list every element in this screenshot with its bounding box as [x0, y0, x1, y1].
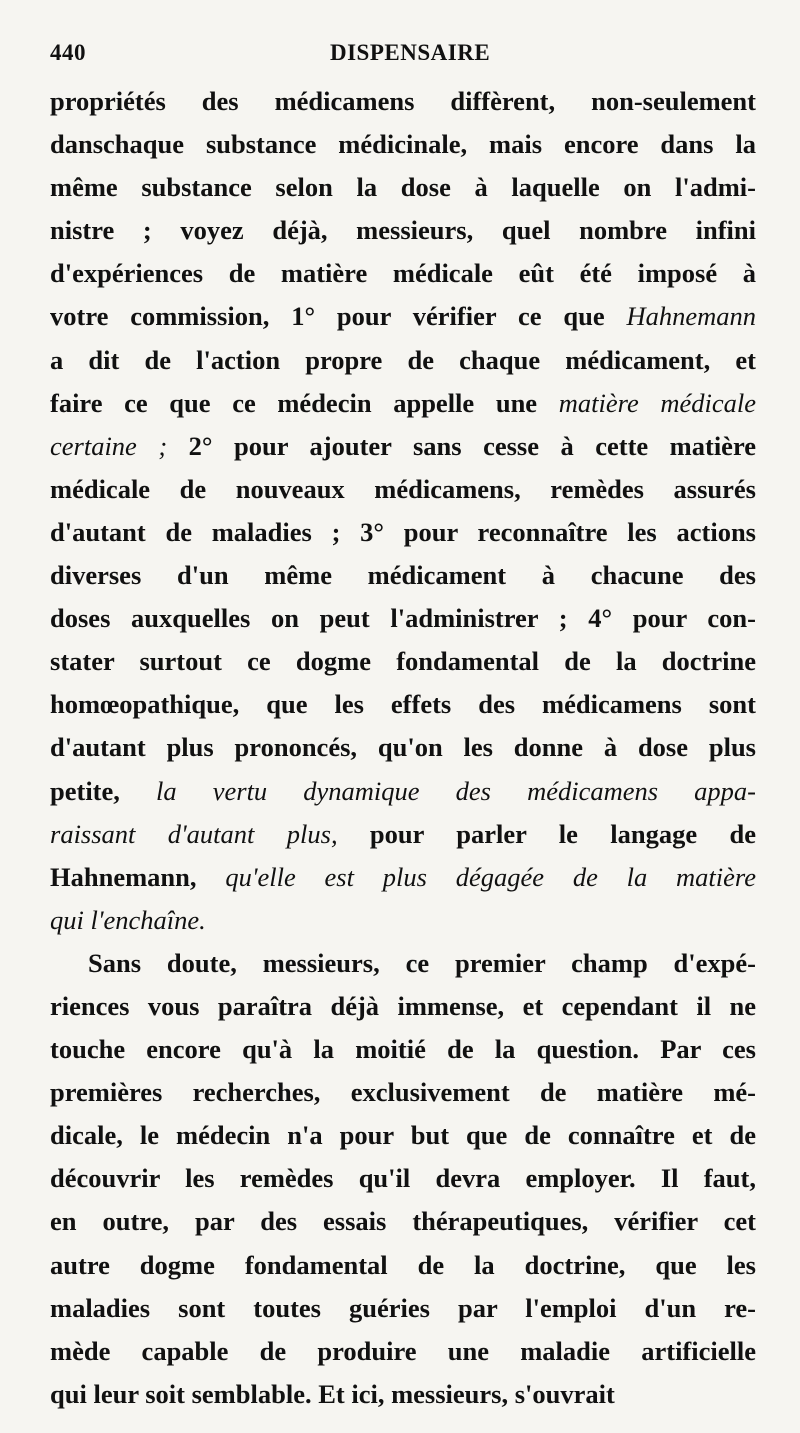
text-run: nistre ; voyez déjà, messieurs, quel nombre infini — [50, 215, 756, 246]
italic-text: matière médicale — [558, 387, 756, 418]
text-line — [50, 382, 756, 425]
text-run: propriétés des médicamens diffèrent, non-seulement — [50, 86, 756, 116]
text-line — [50, 813, 756, 856]
text-line — [50, 1114, 756, 1157]
text-run: même substance selon la dose à laquelle on l'admi- — [50, 172, 756, 203]
text-run: petite, — [50, 775, 157, 806]
text-run: pour parler le langage de — [337, 818, 757, 849]
text-run: faire ce que ce médecin appelle une — [50, 387, 559, 418]
running-head — [50, 40, 750, 76]
text-line — [50, 339, 756, 382]
text-line — [50, 166, 756, 209]
text-run: homœopathique, que les effets des médicamens sont — [50, 689, 756, 720]
text-run: mède capable de produire une maladie artificielle — [50, 1335, 756, 1366]
text-line — [50, 1200, 756, 1243]
text-run: 2° pour ajouter sans cesse à cette matière — [167, 430, 756, 461]
text-run: autre dogme fondamental de la doctrine, que les — [50, 1249, 756, 1280]
text-line — [50, 1287, 756, 1330]
text-run: touche encore qu'à la moitié de la question. Par ces — [50, 1034, 756, 1065]
italic-text: la vertu dynamique des médicamens appa- — [156, 775, 756, 806]
text-line — [50, 468, 756, 511]
body-text — [50, 80, 756, 1416]
text-line — [50, 295, 756, 338]
text-line — [50, 985, 756, 1028]
text-run: premières recherches, exclusivement de matière mé- — [50, 1077, 756, 1108]
text-line — [50, 80, 756, 123]
text-line — [50, 856, 756, 899]
text-run: qui leur soit semblable. Et ici, messieurs, s'ouvrait — [50, 1378, 615, 1409]
text-run: diverses d'un même médicament à chacune des — [50, 560, 756, 591]
text-run: découvrir les remèdes qu'il devra employer. Il faut, — [50, 1163, 756, 1194]
text-line — [50, 123, 756, 166]
text-line — [50, 726, 756, 769]
italic-text: certaine ; — [50, 430, 168, 461]
text-line — [50, 1071, 756, 1114]
text-line — [50, 597, 756, 640]
text-line — [50, 511, 756, 554]
text-run: d'expériences de matière médicale eût été imposé à — [50, 258, 756, 289]
text-line — [50, 683, 756, 726]
text-run: danschaque substance médicinale, mais encore dans la — [50, 129, 756, 160]
text-line — [50, 1028, 756, 1071]
italic-text: Hahnemann — [626, 301, 756, 332]
page-number: 440 — [50, 40, 86, 65]
text-run: votre commission, 1° pour vérifier ce que — [50, 301, 627, 332]
text-line — [50, 1373, 756, 1416]
text-line — [50, 425, 756, 468]
text-run: Hahnemann, — [50, 861, 226, 892]
text-line — [50, 554, 756, 597]
text-run: en outre, par des essais thérapeutiques, vérifier cet — [50, 1206, 756, 1237]
italic-text: qu'elle est plus dégagée de la matière — [225, 861, 757, 892]
text-line — [50, 640, 756, 683]
text-line — [50, 1157, 756, 1200]
text-run: doses auxquelles on peut l'administrer ; 4° pour con- — [50, 603, 756, 634]
text-line — [50, 899, 756, 942]
text-run: Sans doute, messieurs, ce premier champ d'expé- — [88, 947, 756, 978]
text-run: dicale, le médecin n'a pour but que de connaître et de — [50, 1120, 756, 1151]
text-run: d'autant plus prononcés, qu'on les donne à dose plus — [50, 732, 756, 763]
italic-text: qui l'enchaîne. — [50, 904, 206, 935]
text-line — [50, 252, 756, 295]
italic-text: raissant d'autant plus, — [50, 818, 338, 849]
text-line — [50, 209, 756, 252]
text-run: stater surtout ce dogme fondamental de la doctrine — [50, 646, 756, 677]
text-run: riences vous paraîtra déjà immense, et cependant il ne — [50, 990, 756, 1021]
text-run: a dit de l'action propre de chaque médicament, et — [50, 344, 756, 375]
text-run: d'autant de maladies ; 3° pour reconnaître les actions — [50, 516, 756, 547]
text-run: médicale de nouveaux médicamens, remèdes assurés — [50, 473, 756, 504]
text-run: maladies sont toutes guéries par l'emploi d'un re- — [50, 1292, 756, 1323]
text-line — [50, 770, 756, 813]
running-title: DISPENSAIRE — [330, 40, 491, 65]
text-line — [50, 1330, 756, 1373]
text-line — [50, 942, 756, 985]
text-line — [50, 1244, 756, 1287]
